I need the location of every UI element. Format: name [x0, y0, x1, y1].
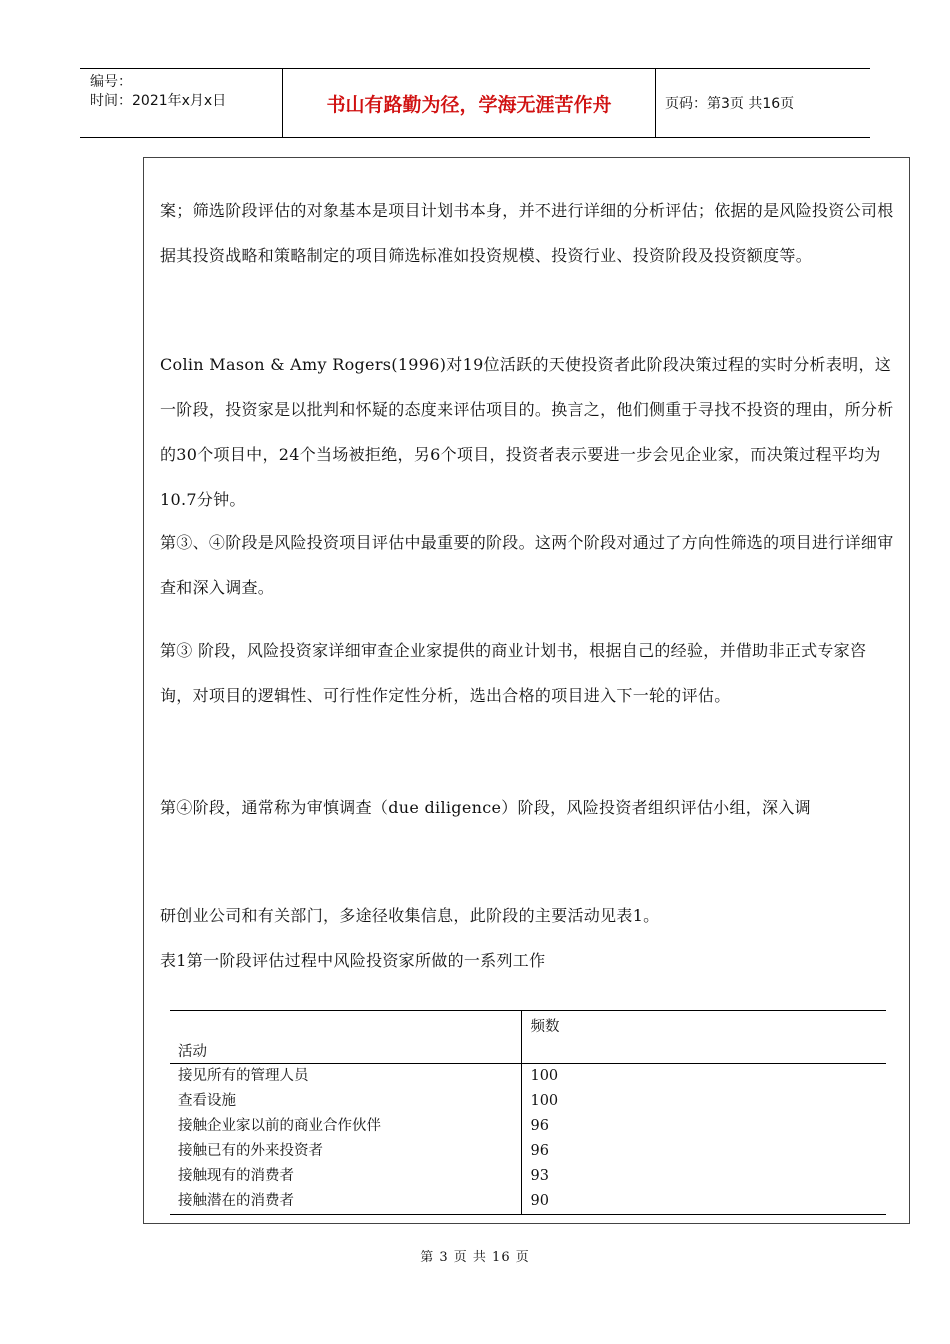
paragraph-stage-3-4-intro: 第③、④阶段是风险投资项目评估中最重要的阶段。这两个阶段对通过了方向性筛选的项目进行详细审查和深入调查。 [160, 533, 894, 597]
activity-cell: 接见所有的管理人员 [170, 1064, 522, 1090]
frequency-cell: 93 [530, 1168, 549, 1184]
activity-cell: 接触现有的消费者 [170, 1164, 522, 1189]
column-header-activity: 活动 [170, 1011, 522, 1064]
frequency-cell: 90 [522, 1189, 886, 1215]
header-motto: 书山有路勤为径，学海无涯苦作舟 [282, 69, 656, 137]
activity-cell: 接触潜在的消费者 [170, 1189, 522, 1215]
table-row [170, 1114, 886, 1139]
table-header-row [170, 1011, 886, 1064]
header-meta [80, 69, 282, 137]
frequency-cell: 96 [530, 1143, 549, 1159]
page-footer: 第 3 页 共 16 页 [420, 1250, 530, 1265]
paragraph-stage-4: 第④阶段，通常称为审慎调查（due diligence）阶段，风险投资者组织评估小组，深入调 [160, 798, 811, 817]
table-row [170, 1064, 886, 1090]
paragraph-mason-rogers-study: Colin Mason & Amy Rogers(1996)对19位活跃的天使投资者此阶段决策过程的实时分析表明，这一阶段，投资家是以批判和怀疑的态度来评估项目的。换言之，他们侧重于寻找不投资的理由，所分析的30个项目中，24个当场被拒绝，另6个项目，投资者表示要进一步会见企业家，而决策过程平均为10.7分钟。 [160, 355, 894, 509]
table-row [170, 1164, 886, 1189]
activity-cell: 接触已有的外来投资者 [170, 1139, 522, 1164]
frequency-cell: 96 [530, 1118, 549, 1134]
paragraph-screening-stage: 案；筛选阶段评估的对象基本是项目计划书本身，并不进行详细的分析评估；依据的是风险投资公司根据其投资战略和策略制定的项目筛选标准如投资规模、投资行业、投资阶段及投资额度等。 [160, 201, 894, 265]
activity-cell: 接触企业家以前的商业合作伙伴 [170, 1114, 522, 1139]
column-header-frequency: 频数 [522, 1011, 886, 1064]
table-row [170, 1089, 886, 1114]
header-page-info: 页码：第3页 共16页 [665, 96, 795, 112]
page-header [80, 68, 870, 138]
table-row [170, 1189, 886, 1215]
document-number-label: 编号： [90, 74, 132, 90]
paragraph-stage-3: 第③ 阶段，风险投资家详细审查企业家提供的商业计划书，根据自己的经验，并借助非正式专家咨询，对项目的逻辑性、可行性作定性分析，选出合格的项目进入下一轮的评估。 [160, 641, 867, 705]
table-row [170, 1139, 886, 1164]
frequency-cell: 100 [530, 1093, 559, 1109]
document-date: 时间：2021年x月x日 [90, 93, 227, 109]
activity-cell: 查看设施 [170, 1089, 522, 1114]
table-caption: 表1第一阶段评估过程中风险投资家所做的一系列工作 [160, 951, 546, 970]
paragraph-research-activities: 研创业公司和有关部门，多途径收集信息，此阶段的主要活动见表1。 [160, 906, 660, 925]
frequency-cell: 100 [530, 1068, 559, 1084]
activities-table [170, 1010, 886, 1215]
